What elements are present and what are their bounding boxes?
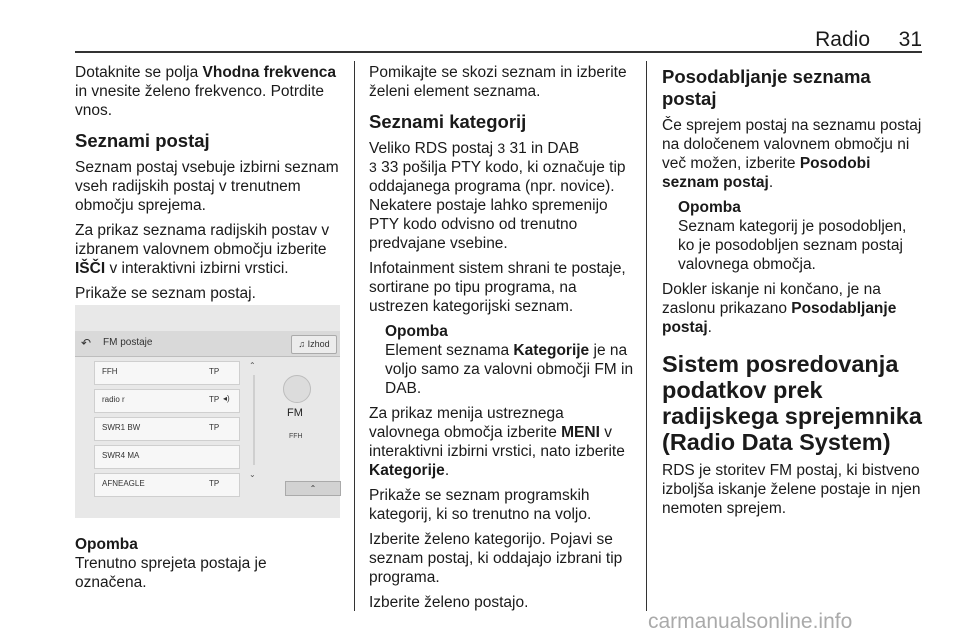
chevron-down-icon: ⌄ (249, 470, 256, 479)
note-title: Opomba (75, 536, 138, 553)
paragraph: Seznam postaj vsebuje izbirni seznam vseh radijskih postaj v trenutnem območju sprejema. (75, 159, 339, 214)
station-tag: TP (209, 367, 220, 376)
note-text: Trenutno sprejeta postaja je označena. (75, 555, 267, 591)
current-station: FFH (289, 433, 303, 440)
station-row (94, 445, 240, 469)
station-name: radio r (102, 395, 125, 404)
paragraph: Prikaže se seznam programskih kategorij, ki so trenutno na voljo. (369, 487, 592, 523)
paragraph: Pomikajte se skozi seznam in izberite želeni element seznama. (369, 64, 627, 100)
paragraph: Dotaknite se polja Vhodna frekvenca in vnesite želeno frekvenco. Potrdite vnos. (75, 64, 337, 119)
cross-reference-arrow: 3 (369, 159, 377, 175)
station-row (94, 473, 240, 497)
note-col1 (75, 535, 341, 598)
paragraph: Izberite želeno postajo. (369, 594, 529, 611)
exit-button: ♫ Izhod (291, 335, 337, 354)
chevron-up-icon: ⌃ (249, 361, 256, 370)
watermark: carmanualsonline.info (648, 610, 853, 633)
band-label: FM (287, 407, 303, 419)
scrollbar (249, 361, 259, 479)
paragraph: Izberite želeno kategorijo. Pojavi se seznam postaj, ki oddajajo izbrani tip programa. (369, 531, 623, 586)
screen-title: FM postaje (103, 337, 153, 348)
note-text: Element seznama Kategorije je na voljo samo za valovni območji FM in DAB. (385, 342, 634, 397)
note-col3 (678, 198, 924, 274)
station-row (94, 361, 240, 385)
station-row (94, 389, 240, 413)
paragraph: Prikaže se seznam postaj. (75, 285, 256, 302)
heading-rds: Sistem posredovanja podatkov prek radijskega sprejemnika (Radio Data System) (662, 351, 922, 455)
station-name: AFNEAGLE (102, 479, 145, 488)
paragraph: RDS je storitev FM postaj, ki bistveno izboljša iskanje želene postaje in njen nemoten sprejem. (662, 462, 921, 517)
cross-reference-arrow: 3 (497, 140, 506, 156)
station-tag: TP (209, 479, 220, 488)
paragraph: Za prikaz seznama radijskih postav v izbranem valovnem območju izberite IŠČI v interaktivni izbirni vrstici. (75, 222, 330, 277)
music-note-icon: ♫ (298, 339, 306, 349)
paragraph: Infotainment sistem shrani te postaje, sortirane po tipu programa, na ustrezen kategorijski seznam. (369, 260, 626, 315)
paragraph: Veliko RDS postaj 3 31 in DAB 3 33 pošilja PTY kodo, ki označuje tip oddajanega programa (npr. novice). Nekatere postaje lahko spremenijo PTY kodo odvisno od trenutno predvajane vsebine. (369, 140, 626, 252)
note-title: Opomba (678, 199, 741, 216)
station-list (94, 361, 240, 501)
station-name: SWR1 BW (102, 423, 141, 432)
column-1 (75, 63, 341, 309)
heading-seznami-kategorij: Seznami kategorij (369, 111, 527, 132)
paragraph: Dokler iskanje ni končano, je na zaslonu prikazano Posodabljanje postaj. (662, 281, 897, 336)
paragraph: Za prikaz menija ustreznega valovnega območja izberite MENI v interaktivni izbirni vrstici, nato izberite Kategorije. (369, 405, 625, 479)
column-divider (354, 61, 355, 611)
back-icon: ↶ (81, 336, 92, 350)
column-2 (369, 63, 635, 618)
scroll-track (253, 375, 255, 465)
page-number: 31 (898, 28, 922, 51)
note-title: Opomba (385, 323, 448, 340)
station-row (94, 417, 240, 441)
band-dial-icon (283, 375, 311, 403)
column-divider (646, 61, 647, 611)
station-name: FFH (102, 367, 118, 376)
page-header (75, 28, 922, 52)
section-title: Radio (815, 28, 870, 51)
column-3 (662, 66, 924, 524)
chevron-up-icon: ⌃ (285, 481, 341, 496)
station-name: SWR4 MA (102, 451, 140, 460)
note-text: Seznam kategorij je posodobljen, ko je posodobljen seznam postaj valovnega območja. (678, 218, 907, 273)
station-tag: TP (209, 423, 220, 432)
heading-seznami-postaj: Seznami postaj (75, 130, 210, 151)
station-list-screenshot (75, 305, 340, 518)
note-col2 (385, 322, 635, 398)
paragraph: Če sprejem postaj na seznamu postaj na določenem valovnem območju ni več možen, izberite Posodobi seznam postaj. (662, 117, 922, 191)
station-tag: TP (209, 395, 220, 404)
header-rule (75, 51, 922, 53)
speaker-icon: ◂) (223, 394, 230, 403)
heading-posodabljanje: Posodabljanje seznama postaj (662, 66, 871, 109)
